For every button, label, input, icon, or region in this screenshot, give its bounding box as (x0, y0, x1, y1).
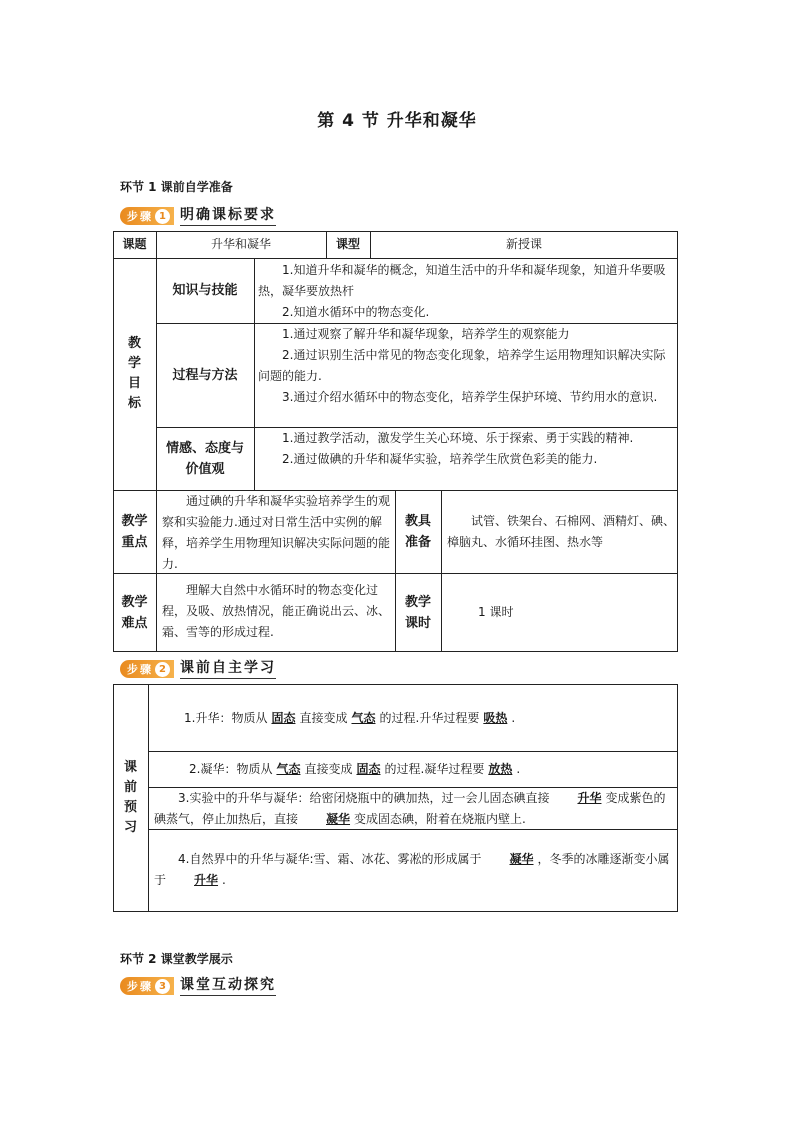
answer-blank: 凝华 (509, 852, 534, 866)
difficulty-content: 理解大自然中水循环时的物态变化过程，及吸、放热情况，能正确说出云、冰、霜、雪等的形成过程. (162, 583, 390, 639)
objectives-label: 教 学 目 标 (127, 336, 141, 411)
label-type: 课型 (335, 237, 360, 251)
emotion-content (258, 428, 674, 490)
step-3-header (120, 976, 276, 996)
tools-label: 教具 准备 (404, 513, 431, 550)
question-3: 3.实验中的升华与凝华：给密闭烧瓶中的碘加热，过一会儿固态碘直接 升华 变成紫色的碘蒸气，停止加热后，直接 凝华 变成固态碘，附着在烧瓶内壁上. (154, 788, 674, 830)
answer-blank: 气态 (351, 711, 376, 725)
emotion-line-2: 2.通过做碘的升华和凝华实验，培养学生欣赏色彩美的能力. (282, 452, 598, 466)
section-heading-2: 环节 2 课堂教学展示 (120, 952, 233, 966)
difficulty-label: 教学 难点 (121, 594, 148, 631)
knowledge-content (258, 260, 674, 322)
topic-value: 升华和凝华 (210, 237, 271, 251)
step-badge: 步骤 2 (120, 660, 174, 678)
process-content (258, 324, 674, 426)
section-heading-1: 环节 1 课前自学准备 (120, 180, 233, 194)
knowledge-line-2: 2.知道水循环中的物态变化. (282, 305, 430, 319)
type-value: 新授课 (505, 237, 542, 251)
answer-blank: 放热 (488, 762, 513, 776)
process-label: 过程与方法 (172, 367, 238, 383)
question-2: 2.凝华：物质从 气态 直接变成 固态 的过程.凝华过程要 放热 . (189, 759, 674, 780)
process-line-2: 2.通过识别生活中常见的物态变化现象，培养学生运用物理知识解决实际问题的能力. (258, 348, 666, 383)
knowledge-label: 知识与技能 (172, 283, 238, 298)
preview-label: 课 前 预 习 (123, 760, 137, 835)
tools-content: 试管、铁架台、石棉网、酒精灯、碘、樟脑丸、水循环挂图、热水等 (447, 514, 675, 549)
hours-value: 1 课时 (478, 605, 514, 619)
answer-blank: 固态 (356, 762, 381, 776)
knowledge-line-1: 1.知道升华和凝华的概念，知道生活中的升华和凝华现象，知道升华要吸热，凝华要放热杆 (258, 263, 666, 298)
key-label: 教学 重点 (121, 513, 148, 550)
emotion-label: 情感、态度与 价值观 (165, 440, 244, 477)
answer-blank: 凝华 (326, 812, 351, 826)
step-title: 课堂互动探究 (180, 977, 276, 996)
step-badge: 步骤 1 (120, 207, 174, 225)
process-line-1: 1.通过观察了解升华和凝华现象，培养学生的观察能力 (282, 327, 570, 341)
emotion-line-1: 1.通过教学活动，激发学生关心环境、乐于探索、勇于实践的精神. (282, 431, 634, 445)
step-2-header (120, 659, 276, 679)
key-content: 通过碘的升华和凝华实验培养学生的观察和实验能力.通过对日常生活中实例的解释，培养学生用物理知识解决实际问题的能力. (162, 494, 390, 571)
answer-blank: 气态 (276, 762, 301, 776)
process-line-3: 3.通过介绍水循环中的物态变化，培养学生保护环境、节约用水的意识. (282, 390, 658, 404)
step-title: 课前自主学习 (180, 660, 276, 679)
step-1-header (120, 206, 276, 226)
question-4: 4.自然界中的升华与凝华:雪、霜、冰花、雾凇的形成属于 凝华 ，冬季的冰雕逐渐变小属于 升华 . (154, 849, 674, 891)
question-1: 1.升华：物质从 固态 直接变成 气态 的过程.升华过程要 吸热 . (184, 708, 674, 729)
answer-blank: 固态 (271, 711, 296, 725)
answer-blank: 吸热 (483, 711, 508, 725)
step-badge: 步骤 3 (120, 977, 174, 995)
page-title: 第 4 节 升华和凝华 (317, 111, 477, 131)
step-title: 明确课标要求 (180, 207, 276, 226)
answer-blank: 升华 (194, 873, 219, 887)
hours-label: 教学 课时 (404, 594, 431, 631)
label-topic: 课题 (122, 237, 147, 251)
answer-blank: 升华 (577, 791, 602, 805)
